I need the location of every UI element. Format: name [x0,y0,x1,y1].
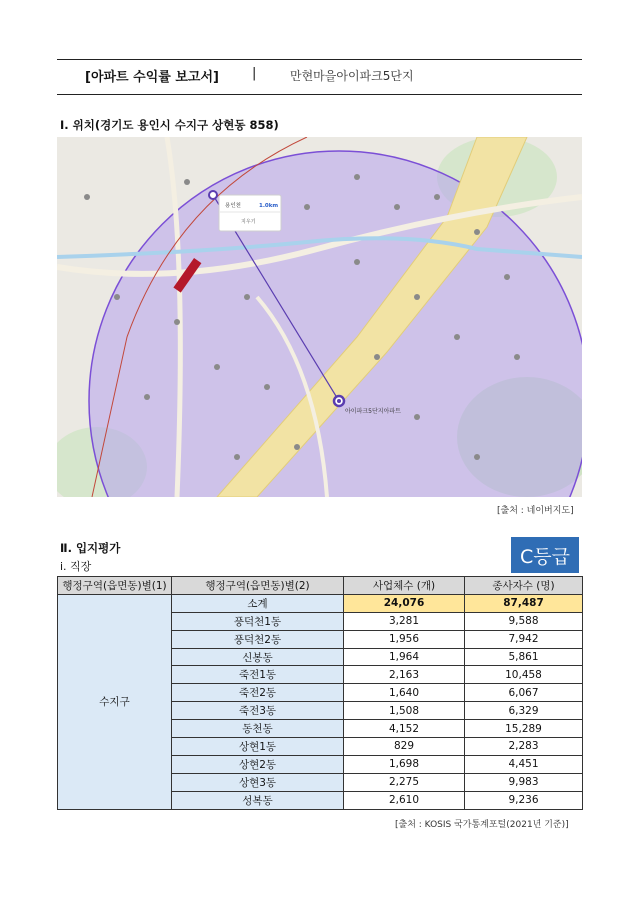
header-separator: | [252,66,257,81]
header-bottom-rule [57,94,582,95]
header-top-rule [57,59,582,60]
section-evaluation-title: Ⅱ. 입지평가 [60,541,121,555]
complex-name: 만현마을아이파크5단지 [290,69,414,83]
businesses-cell: 1,640 [344,684,465,702]
target-marker-label: 아이파크5단지아파트 [345,408,401,415]
measure-start-point [209,191,217,199]
header-businesses: 사업체수 (개) [344,577,465,595]
report-title: [아파트 수익률 보고서] [85,70,219,85]
workers-cell: 9,983 [465,773,583,791]
map-source: [출처 : 네이버지도] [497,506,574,516]
businesses-cell: 3,281 [344,612,465,630]
businesses-cell: 1,964 [344,648,465,666]
workers-cell: 15,289 [465,720,583,738]
region-cell: 수지구 [58,594,172,809]
workers-cell: 4,451 [465,755,583,773]
businesses-cell: 829 [344,738,465,756]
header-region-1: 행정구역(읍면동)별(1) [58,577,172,595]
dong-name: 상현2동 [172,755,344,773]
popup-clear-button[interactable]: 지우기 [241,219,256,225]
dong-name: 상현3동 [172,773,344,791]
businesses-cell: 2,275 [344,773,465,791]
table-header-row [58,577,583,595]
workers-cell: 9,236 [465,791,583,809]
dong-name: 죽전3동 [172,702,344,720]
businesses-cell: 1,956 [344,630,465,648]
dong-name: 죽전2동 [172,684,344,702]
dong-name: 동천동 [172,720,344,738]
businesses-cell: 1,698 [344,755,465,773]
workers-cell: 9,588 [465,612,583,630]
dong-name: 신봉동 [172,648,344,666]
businesses-cell: 2,163 [344,666,465,684]
total-businesses: 24,076 [344,594,465,612]
section-location-title: Ⅰ. 위치(경기도 용인시 수지구 상현동 858) [60,118,279,132]
businesses-cell: 2,610 [344,791,465,809]
distance-popup[interactable] [219,195,281,231]
location-map[interactable] [57,137,582,497]
table-row-total [58,594,583,612]
header-workers: 종사자수 (명) [465,577,583,595]
businesses-cell: 4,152 [344,720,465,738]
dong-name: 상현1동 [172,738,344,756]
table-source: [출처 : KOSIS 국가통계포털(2021년 기준)] [395,820,569,830]
workers-cell: 6,067 [465,684,583,702]
total-label: 소계 [172,594,344,612]
dong-name: 풍덕천2동 [172,630,344,648]
dong-name: 풍덕천1동 [172,612,344,630]
popup-label: 용인천 [225,203,241,209]
workplace-table [57,576,583,810]
workers-cell: 6,329 [465,702,583,720]
grade-badge: C등급 [511,537,579,573]
total-workers: 87,487 [465,594,583,612]
workers-cell: 7,942 [465,630,583,648]
businesses-cell: 1,508 [344,702,465,720]
workers-cell: 2,283 [465,738,583,756]
popup-distance: 1.0km [259,203,279,209]
dong-name: 죽전1동 [172,666,344,684]
workers-cell: 10,458 [465,666,583,684]
header-region-2: 행정구역(읍면동)별(2) [172,577,344,595]
subsection-title: ⅰ. 직장 [60,560,92,573]
dong-name: 성복동 [172,791,344,809]
workers-cell: 5,861 [465,648,583,666]
